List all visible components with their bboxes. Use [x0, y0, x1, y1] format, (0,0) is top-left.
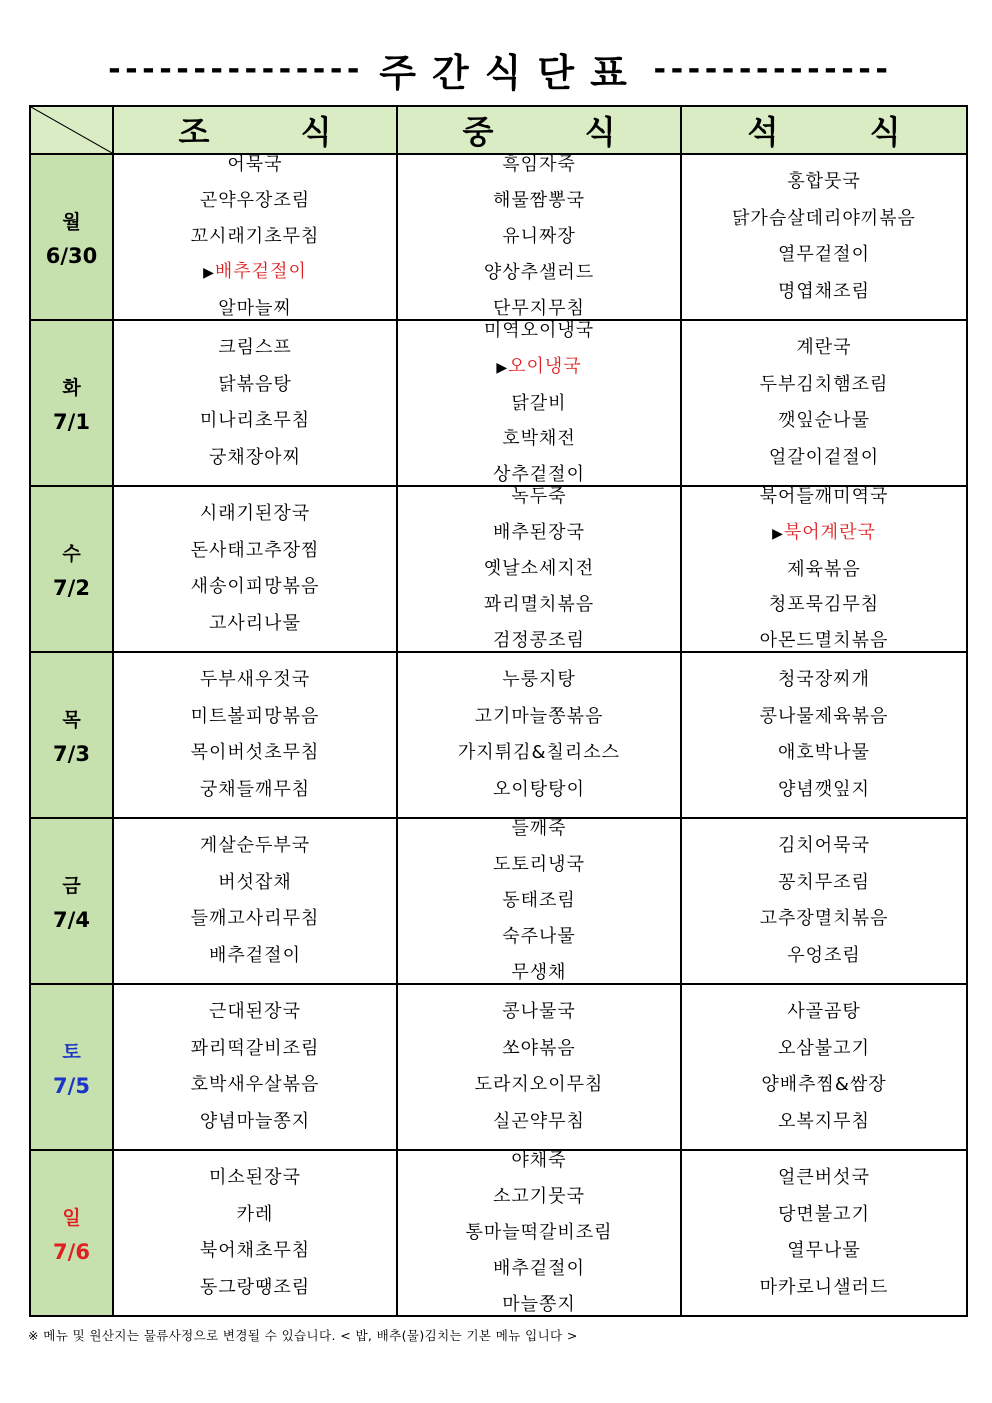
dinner-list — [682, 653, 966, 817]
day-name: 금 — [62, 874, 81, 897]
dinner-list — [682, 487, 966, 651]
lunch-list — [398, 819, 680, 983]
menu-item: 콩나물제육볶음 — [759, 705, 889, 727]
menu-item: 돈사태고추장찜 — [190, 539, 320, 561]
footnote: ※ 메뉴 및 원산지는 물류사정으로 변경될 수 있습니다. < 밥, 배추(물)김치는 기본 메뉴 입니다 > — [28, 1328, 578, 1343]
day-row — [30, 154, 967, 320]
dinner-list — [682, 1151, 966, 1315]
corner-cell — [30, 106, 113, 154]
menu-item: 크림스프 — [218, 336, 292, 358]
menu-item: 쏘야볶음 — [502, 1037, 576, 1059]
day-cell — [30, 154, 113, 320]
breakfast-cell — [113, 652, 397, 818]
lunch-cell — [397, 652, 681, 818]
menu-item: 옛날소세지전 — [483, 558, 595, 579]
day-date: 7/5 — [53, 1073, 90, 1098]
dinner-list — [682, 155, 966, 319]
menu-item: 청국장찌개 — [778, 668, 870, 690]
breakfast-cell — [113, 154, 397, 320]
menu-item: 누룽지탕 — [502, 668, 576, 690]
menu-item: 양상추샐러드 — [483, 262, 595, 283]
day-cell — [30, 984, 113, 1150]
menu-item: 사골곰탕 — [787, 1000, 861, 1022]
menu-item: 곤약우장조림 — [199, 189, 311, 211]
header-breakfast: 조 식 — [113, 106, 397, 154]
menu-item: 야채죽 — [511, 1150, 567, 1171]
dinner-cell — [681, 154, 967, 320]
menu-item: 알마늘찌 — [218, 298, 292, 319]
day-name: 수 — [62, 542, 81, 565]
menu-item: 들깨죽 — [511, 818, 567, 839]
menu-item: 열무나물 — [787, 1240, 861, 1262]
day-date: 6/30 — [45, 243, 98, 268]
highlight-marker-icon: ▶ — [203, 265, 215, 282]
menu-item: 실곤약무침 — [493, 1111, 585, 1133]
menu-item: 게살순두부국 — [199, 834, 311, 856]
highlight-marker-icon: ▶ — [772, 525, 784, 542]
menu-item: 양배추찜&쌈장 — [761, 1074, 887, 1096]
title-text: 주간식단표 — [379, 50, 643, 95]
day-row — [30, 320, 967, 486]
menu-item: 궁채장아찌 — [209, 447, 301, 469]
menu-item: 호박새우살볶음 — [190, 1074, 320, 1096]
menu-item: 궁채들깨무침 — [199, 779, 311, 801]
lunch-list — [398, 487, 680, 651]
menu-item: 어묵국 — [227, 154, 283, 175]
day-date: 7/1 — [53, 409, 90, 434]
menu-item: 홍합뭇국 — [787, 170, 861, 192]
menu-item: 얼큰버섯국 — [778, 1166, 870, 1188]
day-name: 화 — [62, 376, 81, 399]
menu-item: 계란국 — [796, 336, 852, 358]
menu-item: 오이탕탕이 — [493, 779, 585, 801]
menu-item: 얼갈이겉절이 — [768, 447, 880, 469]
menu-item: 당면불고기 — [778, 1203, 870, 1225]
menu-item: 고추장멸치볶음 — [759, 908, 889, 930]
menu-item: 시래기된장국 — [199, 502, 311, 524]
dinner-list — [682, 985, 966, 1149]
day-row — [30, 652, 967, 818]
day-date: 7/4 — [53, 907, 90, 932]
menu-item: 상추겉절이 — [493, 464, 585, 485]
dinner-cell — [681, 486, 967, 652]
menu-item: 애호박나물 — [778, 742, 870, 764]
menu-item: 목이버섯초무침 — [190, 742, 320, 764]
menu-item: 콩나물국 — [502, 1000, 576, 1022]
breakfast-list — [114, 487, 396, 651]
day-cell — [30, 652, 113, 818]
menu-item: 새송이피망볶음 — [190, 576, 320, 598]
menu-item: 검정콩조림 — [493, 630, 585, 651]
day-row — [30, 984, 967, 1150]
menu-item: 닭갈비 — [511, 392, 567, 414]
day-name: 토 — [62, 1040, 81, 1063]
menu-item: 호박채전 — [502, 428, 576, 450]
menu-item: 닭가슴살데리야끼볶음 — [732, 207, 916, 229]
breakfast-cell — [113, 320, 397, 486]
menu-item: 배추겉절이 — [493, 1258, 585, 1279]
menu-item: 열무겉절이 — [778, 244, 870, 266]
menu-item: 미트볼피망볶음 — [190, 705, 320, 727]
menu-item: 버섯잡채 — [218, 871, 292, 893]
dinner-cell — [681, 1150, 967, 1316]
menu-item: 고기마늘쫑볶음 — [474, 705, 604, 727]
breakfast-list — [114, 1151, 396, 1315]
day-date: 7/3 — [53, 741, 90, 766]
breakfast-cell — [113, 486, 397, 652]
day-name: 월 — [62, 210, 81, 233]
lunch-cell — [397, 984, 681, 1150]
day-name: 일 — [62, 1206, 81, 1229]
menu-item: 양념마늘쫑지 — [199, 1111, 311, 1133]
menu-item: 우엉조림 — [787, 945, 861, 967]
lunch-list — [398, 155, 680, 319]
day-row — [30, 818, 967, 984]
dinner-cell — [681, 984, 967, 1150]
menu-item: 해물짬뽕국 — [493, 190, 585, 211]
menu-item — [114, 262, 396, 283]
menu-item: 두부새우젓국 — [199, 668, 311, 690]
menu-item: 마카로니샐러드 — [759, 1277, 889, 1299]
day-cell — [30, 1150, 113, 1316]
lunch-cell — [397, 1150, 681, 1316]
lunch-cell — [397, 320, 681, 486]
menu-item: 꽈리떡갈비조림 — [190, 1037, 320, 1059]
menu-item: 동태조림 — [502, 890, 576, 911]
lunch-list — [398, 985, 680, 1149]
menu-item: 배추겉절이 — [209, 945, 301, 967]
menu-item: 미역오이냉국 — [483, 320, 595, 341]
menu-item: 북어들깨미역국 — [759, 486, 889, 507]
menu-item: 깻잎순나물 — [778, 410, 870, 432]
menu-item: 들깨고사리무침 — [190, 908, 320, 930]
menu-item: 미나리초무침 — [199, 410, 311, 432]
day-cell — [30, 818, 113, 984]
menu-item: 꽈리멸치볶음 — [483, 594, 595, 615]
menu-item: 오복지무침 — [778, 1111, 870, 1133]
day-cell — [30, 320, 113, 486]
header-dinner: 석 식 — [681, 106, 967, 154]
lunch-cell — [397, 486, 681, 652]
menu-item: 숙주나물 — [502, 926, 576, 947]
menu-item: 소고기뭇국 — [493, 1186, 585, 1207]
dinner-cell — [681, 818, 967, 984]
menu-item: 명엽채조림 — [778, 281, 870, 303]
breakfast-list — [114, 653, 396, 817]
highlight-marker-icon: ▶ — [496, 359, 509, 376]
title-dashes-right: -------------- — [650, 51, 890, 87]
lunch-cell — [397, 154, 681, 320]
highlight-text: 오이냉국 — [508, 355, 582, 377]
day-date: 7/2 — [53, 575, 90, 600]
menu-item: 녹두죽 — [511, 486, 567, 507]
menu-item: 오삼불고기 — [778, 1037, 870, 1059]
menu-item: 무생채 — [511, 962, 567, 983]
header-lunch: 중 식 — [397, 106, 681, 154]
menu-item — [398, 357, 680, 378]
menu-item: 도라지오이무침 — [474, 1074, 604, 1096]
lunch-list — [398, 653, 680, 817]
menu-item: 마늘쫑지 — [502, 1294, 576, 1315]
menu-item: 제육볶음 — [787, 558, 861, 580]
menu-item: 가지튀김&칠리소스 — [457, 742, 621, 764]
menu-item: 두부김치햄조림 — [759, 373, 889, 395]
breakfast-list — [114, 819, 396, 983]
title-dashes-left: --------------- — [105, 51, 362, 87]
breakfast-cell — [113, 1150, 397, 1316]
header-row — [30, 106, 967, 154]
highlight-text: 배추겉절이 — [214, 261, 307, 283]
menu-item: 미소된장국 — [209, 1166, 301, 1188]
menu-item: 근대된장국 — [209, 1000, 301, 1022]
menu-item: 양념깻잎지 — [778, 779, 870, 801]
menu-item: 북어채초무침 — [199, 1240, 311, 1262]
menu-item: 닭볶음탕 — [218, 373, 292, 395]
breakfast-cell — [113, 984, 397, 1150]
menu-item: 흑임자죽 — [502, 154, 576, 175]
dinner-list — [682, 321, 966, 485]
menu-item: 통마늘떡갈비조림 — [465, 1222, 613, 1243]
breakfast-list — [114, 985, 396, 1149]
menu-item: 카레 — [236, 1203, 274, 1225]
dinner-cell — [681, 320, 967, 486]
dinner-cell — [681, 652, 967, 818]
menu-item: 꼬시래기초무침 — [190, 225, 320, 247]
menu-item: 꽁치무조림 — [778, 871, 870, 893]
lunch-list — [398, 321, 680, 485]
lunch-cell — [397, 818, 681, 984]
menu-item: 도토리냉국 — [493, 854, 585, 875]
menu-item: 아몬드멸치볶음 — [759, 630, 889, 651]
menu-item — [682, 523, 966, 544]
day-date: 7/6 — [53, 1239, 90, 1264]
menu-item: 배추된장국 — [493, 522, 585, 543]
menu-item: 김치어묵국 — [778, 834, 870, 856]
menu-item: 유니짜장 — [502, 226, 576, 247]
day-row — [30, 486, 967, 652]
menu-item: 동그랑땡조림 — [199, 1277, 311, 1299]
menu-item: 단무지무침 — [493, 298, 585, 319]
day-cell — [30, 486, 113, 652]
breakfast-list — [114, 321, 396, 485]
page-title — [30, 44, 965, 94]
day-name: 목 — [62, 708, 81, 731]
highlight-text: 북어계란국 — [783, 521, 876, 543]
menu-item: 고사리나물 — [209, 613, 301, 635]
dinner-list — [682, 819, 966, 983]
breakfast-cell — [113, 818, 397, 984]
lunch-list — [398, 1151, 680, 1315]
menu-item: 청포묵김무침 — [768, 594, 880, 616]
weekly-menu-table — [29, 105, 968, 1317]
breakfast-list — [114, 155, 396, 319]
diagonal-line — [31, 107, 112, 153]
day-row — [30, 1150, 967, 1316]
